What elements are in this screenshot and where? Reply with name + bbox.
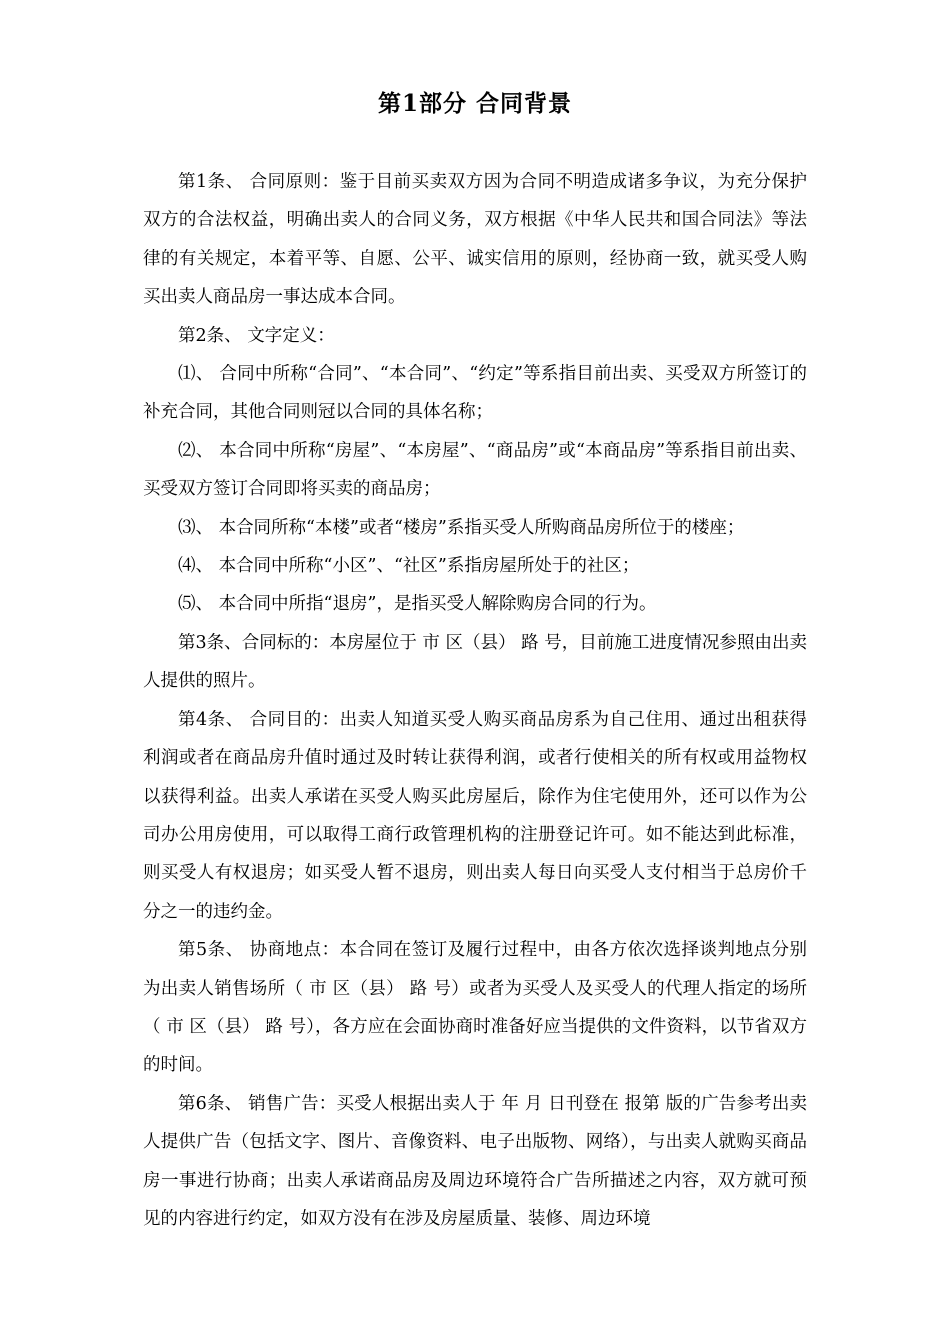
article-1-principle: 第1条、 合同原则：鉴于目前买卖双方因为合同不明造成诸多争议，为充分保护双方的合法权益，明确出卖人的合同义务，双方根据《中华人民共和国合同法》等法律的有关规定，本着平等、自愿、公平、诚实信用的原则，经协商一致，就买受人购买出卖人商品房一事达成本合同。 xyxy=(143,172,807,308)
definition-item-5: ⑸、 本合同中所指“退房”，是指买受人解除购房合同的行为。 xyxy=(178,594,657,615)
article-6-sales-advertising: 第6条、 销售广告：买受人根据出卖人于 年 月 日刊登在 报第 版的广告参考出卖人提供广告（包括文字、图片、音像资料、电子出版物、网络），与出卖人就购买商品房一事进行协商；出卖人承诺商品房及周边环境符合广告所描述之内容，双方就可预见的内容进行约定，如双方没有在涉及房屋质量、装修、周边环境 xyxy=(143,1093,807,1229)
article-5-negotiation-venue: 第5条、 协商地点：本合同在签订及履行过程中，由各方依次选择谈判地点分别为出卖人销售场所（ 市 区（县） 路 号）或者为买受人及买受人的代理人指定的场所（ 市 区（县） 路 号），各方应在会面协商时准备好应当提供的文件资料，以节省双方的时间。 xyxy=(143,940,807,1076)
definition-item-2: ⑵、 本合同中所称“房屋”、“本房屋”、“商品房”或“本商品房”等系指目前出卖、买受双方签订合同即将买卖的商品房； xyxy=(143,440,807,500)
article-3-subject: 第3条、合同标的：本房屋位于 市 区（县） 路 号，目前施工进度情况参照由出卖人提供的照片。 xyxy=(143,632,807,692)
definition-item-4: ⑷、 本合同中所称“小区”、“社区”系指房屋所处于的社区； xyxy=(178,556,640,577)
contract-body xyxy=(143,163,807,1238)
article-4-purpose: 第4条、 合同目的：出卖人知道买受人购买商品房系为自己住用、通过出租获得利润或者在商品房升值时通过及时转让获得利润，或者行使相关的所有权或用益物权以获得利益。出卖人承诺在买受人购买此房屋后，除作为住宅使用外，还可以作为公司办公用房使用，可以取得工商行政管理机构的注册登记许可。如不能达到此标准，则买受人有权退房；如买受人暂不退房，则出卖人每日向买受人支付相当于总房价千分之一的违约金。 xyxy=(143,709,807,922)
section-title: 第1部分 合同背景 xyxy=(377,90,572,117)
definition-item-3: ⑶、 本合同所称“本楼”或者“楼房”系指买受人所购商品房所位于的楼座； xyxy=(178,517,745,538)
article-2-definitions: 第2条、 文字定义： xyxy=(178,325,335,346)
definition-item-1: ⑴、 合同中所称“合同”、“本合同”、“约定”等系指目前出卖、买受双方所签订的补充合同，其他合同则冠以合同的具体名称； xyxy=(143,364,807,423)
